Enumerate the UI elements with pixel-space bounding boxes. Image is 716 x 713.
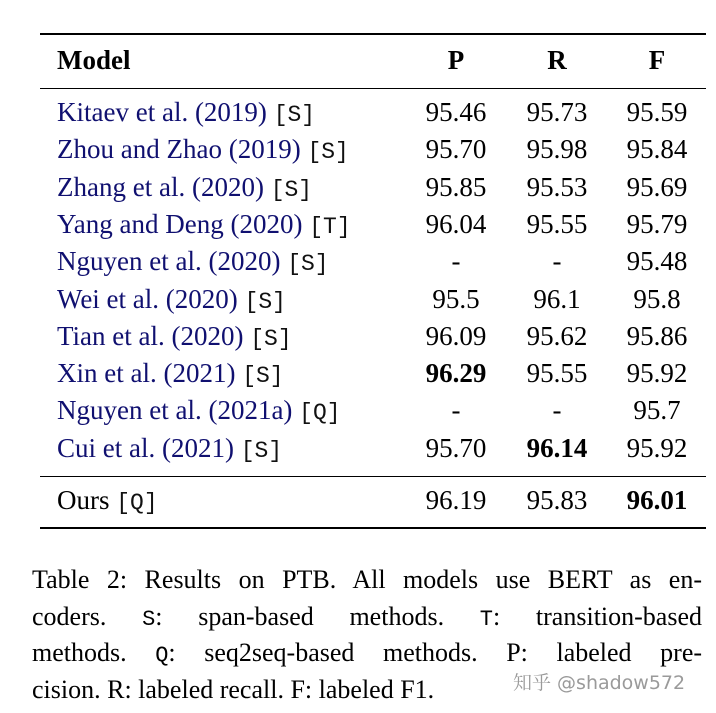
caption-text: methods. [32, 638, 127, 667]
citation-link[interactable]: Zhang et al. (2020) [57, 171, 264, 202]
score-p: 95.85 [425, 171, 487, 202]
ours-row-model [57, 485, 158, 518]
table-row-model [57, 284, 286, 317]
score-f: 95.86 [626, 320, 688, 351]
score-p: 95.70 [425, 432, 487, 463]
header-precision: P [447, 45, 465, 75]
score-f: 95.84 [626, 134, 688, 165]
table-row-model [57, 433, 282, 466]
citation-link[interactable]: Nguyen et al. (2020) [57, 246, 281, 277]
header-model: Model [57, 45, 131, 75]
score-f: 95.92 [626, 358, 688, 389]
table-row-model [57, 97, 315, 130]
score-r: - [552, 395, 562, 426]
score-r: 95.98 [526, 134, 588, 165]
score-r: 95.53 [526, 171, 588, 202]
caption-span-tag: S [142, 606, 156, 632]
score-f: 95.8 [633, 283, 681, 314]
caption-text: : seq2seq-based methods. P: labeled pre- [168, 638, 703, 667]
score-p: 96.29 [425, 358, 487, 389]
method-type-tag: [S] [242, 363, 284, 390]
score-r: 95.62 [526, 320, 588, 351]
table-row-model [57, 134, 349, 167]
score-r: 95.55 [526, 208, 588, 239]
table-row-model [57, 321, 292, 354]
method-type-tag: [T] [309, 213, 351, 240]
watermark: 知乎 @shadow572 [513, 672, 686, 694]
score-r: 96.14 [526, 432, 588, 463]
score-r: 95.55 [526, 358, 588, 389]
score-p: - [451, 246, 461, 277]
method-type-tag: [S] [307, 139, 349, 166]
header-recall: R [547, 45, 567, 75]
score-p: 95.70 [425, 134, 487, 165]
score-f: 96.01 [626, 485, 688, 515]
table-bottom-rule [40, 527, 706, 529]
table-ours-separator [40, 476, 706, 477]
method-type-tag: [S] [244, 288, 286, 315]
score-r: 96.1 [533, 283, 581, 314]
method-type-tag: [S] [273, 102, 316, 128]
score-f: 95.79 [626, 208, 688, 239]
table-row-model [57, 246, 329, 279]
citation-link[interactable]: Cui et al. (2021) [57, 432, 234, 463]
citation-link[interactable]: Yang and Deng (2020) [57, 208, 303, 239]
score-f: 95.69 [626, 171, 688, 202]
caption-line-1: Table 2: Results on PTB. All models use BERT as en- [32, 565, 702, 594]
caption-line-2 [32, 599, 702, 636]
table-row-model [57, 395, 341, 428]
method-type-tag: [Q] [299, 400, 341, 427]
method-type-tag: [S] [250, 325, 292, 352]
caption-text: : span-based methods. [155, 601, 445, 631]
table-row-model [57, 209, 351, 242]
score-f: 95.92 [626, 432, 688, 463]
score-f: 95.59 [626, 97, 688, 127]
score-f: 95.7 [633, 395, 681, 426]
score-p: 95.46 [425, 97, 487, 127]
caption-text: : transition-based [492, 601, 702, 631]
caption-transition-tag: T [479, 606, 493, 632]
citation-link[interactable]: Wei et al. (2020) [57, 283, 238, 314]
citation-link[interactable]: Zhou and Zhao (2019) [57, 134, 301, 165]
table-top-rule [40, 33, 706, 35]
table-header-rule [40, 88, 706, 89]
header-f1: F [648, 45, 666, 75]
caption-line-4: cision. R: labeled recall. F: labeled F1. [32, 674, 435, 704]
method-type-tag: [Q] [116, 490, 158, 516]
model-name: Ours [57, 485, 110, 515]
score-r: 95.83 [526, 485, 588, 515]
score-p: - [451, 395, 461, 426]
score-p: 96.04 [425, 208, 487, 239]
score-p: 95.5 [432, 283, 480, 314]
caption-seq2seq-tag: Q [155, 643, 169, 668]
citation-link[interactable]: Xin et al. (2021) [57, 358, 236, 389]
caption-text: coders. [32, 601, 107, 631]
method-type-tag: [S] [287, 251, 329, 278]
score-f: 95.48 [626, 246, 688, 277]
score-p: 96.09 [425, 320, 487, 351]
citation-link[interactable]: Kitaev et al. (2019) [57, 97, 267, 127]
method-type-tag: [S] [240, 437, 283, 464]
citation-link[interactable]: Tian et al. (2020) [57, 320, 244, 351]
score-p: 96.19 [425, 485, 487, 515]
table-row-model [57, 172, 312, 205]
citation-link[interactable]: Nguyen et al. (2021a) [57, 395, 293, 426]
caption-line-3 [32, 635, 702, 672]
score-r: 95.73 [526, 97, 588, 127]
score-r: - [552, 246, 562, 277]
table-row-model [57, 358, 284, 391]
method-type-tag: [S] [270, 176, 313, 203]
